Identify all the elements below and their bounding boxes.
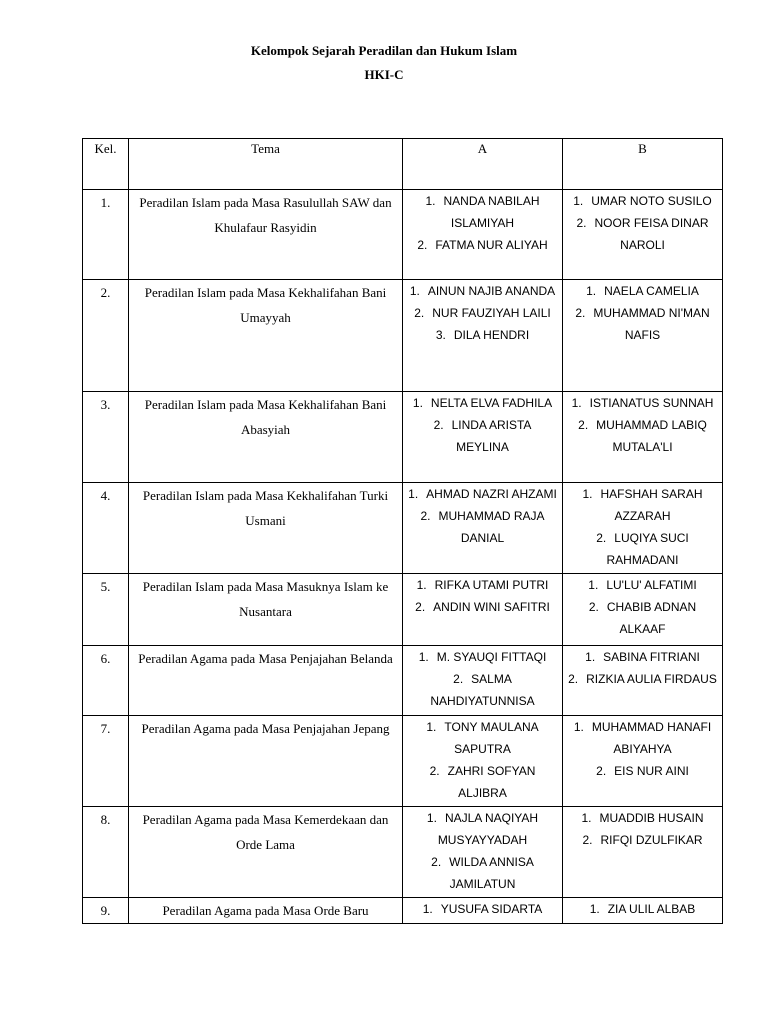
member-name-text: NUR FAUZIYAH LAILI xyxy=(432,306,551,320)
group-number: 4. xyxy=(83,483,129,574)
group-number: 5. xyxy=(83,574,129,646)
member-number: 1. xyxy=(582,487,593,501)
member-list-b xyxy=(563,807,723,898)
member-number: 2. xyxy=(578,418,589,432)
member-name xyxy=(407,302,558,324)
member-number: 1. xyxy=(585,650,596,664)
member-name xyxy=(407,280,558,302)
member-number: 1. xyxy=(426,720,437,734)
member-number: 1. xyxy=(418,650,429,664)
member-name-text: MUHAMMAD HANAFI ABIYAHYA xyxy=(591,720,712,756)
member-number: 2. xyxy=(582,833,593,847)
member-name-text: MUHAMMAD RAJA DANIAL xyxy=(438,509,545,545)
group-theme: Peradilan Islam pada Masa Kekhalifahan Bani Abasyiah xyxy=(129,392,403,483)
member-list-a xyxy=(403,898,563,924)
member-name-text: MUHAMMAD NI'MAN NAFIS xyxy=(593,306,710,342)
member-name-text: MUHAMMAD LABIQ MUTALA'LI xyxy=(596,418,707,454)
member-number: 1. xyxy=(409,284,420,298)
member-name-text: UMAR NOTO SUSILO xyxy=(591,194,712,208)
member-name-text: SABINA FITRIANI xyxy=(603,650,700,664)
member-name xyxy=(407,851,558,895)
member-name-text: SALMA NAHDIYATUNNISA xyxy=(430,672,535,708)
member-number: 2. xyxy=(596,531,607,545)
document-title: Kelompok Sejarah Peradilan dan Hukum Islam xyxy=(250,43,518,58)
member-name-text: AHMAD NAZRI AHZAMI xyxy=(426,487,557,501)
member-name-text: NAJLA NAQIYAH MUSYAYYADAH xyxy=(437,811,539,847)
member-name xyxy=(567,898,718,920)
member-list-b xyxy=(563,574,723,646)
header-kel: Kel. xyxy=(83,139,129,190)
member-name xyxy=(567,527,718,571)
member-name xyxy=(567,392,718,414)
member-list-a xyxy=(403,280,563,392)
member-name xyxy=(567,574,718,596)
table-header-row xyxy=(83,139,723,190)
member-name-text: TONY MAULANA SAPUTRA xyxy=(444,720,539,756)
member-name-text: NAELA CAMELIA xyxy=(604,284,699,298)
member-name xyxy=(567,716,718,760)
member-name-text: ANDIN WINI SAFITRI xyxy=(433,600,550,614)
member-name-text: LU'LU' ALFATIMI xyxy=(606,578,697,592)
member-number: 1. xyxy=(589,902,600,916)
table-row xyxy=(83,716,723,807)
member-list-a xyxy=(403,392,563,483)
member-list-a xyxy=(403,646,563,716)
member-number: 1. xyxy=(422,902,433,916)
member-number: 2. xyxy=(596,764,607,778)
member-number: 1. xyxy=(573,720,584,734)
member-name-text: EIS NUR AINI xyxy=(614,764,689,778)
member-name-text: DILA HENDRI xyxy=(453,328,530,342)
member-number: 2. xyxy=(588,600,599,614)
member-name-text: RIFQI DZULFIKAR xyxy=(600,833,703,847)
member-number: 1. xyxy=(408,487,419,501)
header-b: B xyxy=(563,139,723,190)
member-name-text: LUQIYA SUCI RAHMADANI xyxy=(606,531,689,567)
member-list-b xyxy=(563,898,723,924)
member-number: 2. xyxy=(575,306,586,320)
member-list-b xyxy=(563,280,723,392)
member-name xyxy=(407,807,558,851)
member-name xyxy=(407,574,558,596)
member-list-a xyxy=(403,574,563,646)
member-list-b xyxy=(563,190,723,280)
member-name-text: ZAHRI SOFYAN ALJIBRA xyxy=(447,764,536,800)
table-row xyxy=(83,898,723,924)
member-number: 2. xyxy=(433,418,444,432)
table-row xyxy=(83,574,723,646)
header-a: A xyxy=(403,139,563,190)
member-name xyxy=(567,668,718,690)
group-number: 3. xyxy=(83,392,129,483)
member-name-text: RIZKIA AULIA FIRDAUS xyxy=(586,672,717,686)
member-name-text: CHABIB ADNAN ALKAAF xyxy=(606,600,697,636)
member-number: 1. xyxy=(416,578,427,592)
member-name xyxy=(407,596,558,618)
member-list-a xyxy=(403,716,563,807)
group-theme: Peradilan Islam pada Masa Rasulullah SAW dan Khulafaur Rasyidin xyxy=(129,190,403,280)
member-number: 1. xyxy=(581,811,592,825)
member-name xyxy=(407,483,558,505)
group-number: 8. xyxy=(83,807,129,898)
member-list-b xyxy=(563,392,723,483)
member-name-text: MUADDIB HUSAIN xyxy=(599,811,704,825)
member-number: 2. xyxy=(576,216,587,230)
member-name xyxy=(407,760,558,804)
member-name xyxy=(567,596,718,640)
group-number: 1. xyxy=(83,190,129,280)
group-number: 7. xyxy=(83,716,129,807)
member-number: 1. xyxy=(588,578,599,592)
group-table xyxy=(82,138,723,924)
table-row xyxy=(83,190,723,280)
member-number: 3. xyxy=(435,328,446,342)
table-row xyxy=(83,483,723,574)
member-name xyxy=(407,414,558,458)
member-number: 2. xyxy=(420,509,431,523)
table-row xyxy=(83,807,723,898)
member-list-a xyxy=(403,483,563,574)
member-number: 1. xyxy=(412,396,423,410)
member-number: 2. xyxy=(568,672,579,686)
member-name xyxy=(407,234,558,256)
table-row xyxy=(83,392,723,483)
member-name-text: NELTA ELVA FADHILA xyxy=(430,396,553,410)
member-name-text: FATMA NUR ALIYAH xyxy=(435,238,548,252)
table-row xyxy=(83,646,723,716)
member-name xyxy=(567,760,718,782)
member-name-text: ISTIANATUS SUNNAH xyxy=(589,396,714,410)
member-name-text: NANDA NABILAH ISLAMIYAH xyxy=(443,194,540,230)
member-name xyxy=(407,646,558,668)
member-name-text: WILDA ANNISA JAMILATUN xyxy=(449,855,534,891)
member-name-text: LINDA ARISTA MEYLINA xyxy=(451,418,532,454)
member-list-b xyxy=(563,716,723,807)
member-name xyxy=(567,190,718,212)
group-theme: Peradilan Islam pada Masa Kekhalifahan Turki Usmani xyxy=(129,483,403,574)
member-name-text: YUSUFA SIDARTA xyxy=(440,902,543,916)
member-name xyxy=(567,302,718,346)
group-number: 6. xyxy=(83,646,129,716)
member-name xyxy=(567,483,718,527)
group-theme: Peradilan Agama pada Masa Orde Baru xyxy=(129,898,403,924)
member-name xyxy=(567,212,718,256)
member-name xyxy=(407,716,558,760)
member-name xyxy=(407,190,558,234)
member-number: 1. xyxy=(571,396,582,410)
member-list-a xyxy=(403,190,563,280)
member-name-text: HAFSHAH SARAH AZZARAH xyxy=(600,487,703,523)
member-number: 2. xyxy=(417,238,428,252)
member-name xyxy=(567,829,718,851)
member-name xyxy=(407,668,558,712)
member-number: 2. xyxy=(415,600,426,614)
member-number: 2. xyxy=(453,672,464,686)
member-name-text: M. SYAUQI FITTAQI xyxy=(436,650,547,664)
member-number: 1. xyxy=(426,811,437,825)
member-name xyxy=(407,324,558,346)
member-name-text: ZIA ULIL ALBAB xyxy=(607,902,696,916)
member-name xyxy=(407,392,558,414)
member-list-b xyxy=(563,646,723,716)
header-tema: Tema xyxy=(129,139,403,190)
member-number: 2. xyxy=(414,306,425,320)
member-number: 1. xyxy=(573,194,584,208)
group-theme: Peradilan Agama pada Masa Penjajahan Jepang xyxy=(129,716,403,807)
member-number: 1. xyxy=(586,284,597,298)
member-name-text: AINUN NAJIB ANANDA xyxy=(427,284,556,298)
group-theme: Peradilan Agama pada Masa Kemerdekaan dan Orde Lama xyxy=(129,807,403,898)
member-name xyxy=(567,414,718,458)
member-list-b xyxy=(563,483,723,574)
member-name xyxy=(407,505,558,549)
member-name xyxy=(567,646,718,668)
member-list-a xyxy=(403,807,563,898)
member-number: 2. xyxy=(431,855,442,869)
group-theme: Peradilan Agama pada Masa Penjajahan Belanda xyxy=(129,646,403,716)
document-subtitle: HKI-C xyxy=(364,67,404,82)
member-name xyxy=(407,898,558,920)
group-theme: Peradilan Islam pada Masa Kekhalifahan Bani Umayyah xyxy=(129,280,403,392)
table-row xyxy=(83,280,723,392)
group-number: 2. xyxy=(83,280,129,392)
group-number: 9. xyxy=(83,898,129,924)
member-name-text: RIFKA UTAMI PUTRI xyxy=(434,578,549,592)
member-name-text: NOOR FEISA DINAR NAROLI xyxy=(594,216,709,252)
member-number: 2. xyxy=(429,764,440,778)
member-number: 1. xyxy=(425,194,436,208)
member-name xyxy=(567,807,718,829)
member-name xyxy=(567,280,718,302)
group-theme: Peradilan Islam pada Masa Masuknya Islam ke Nusantara xyxy=(129,574,403,646)
